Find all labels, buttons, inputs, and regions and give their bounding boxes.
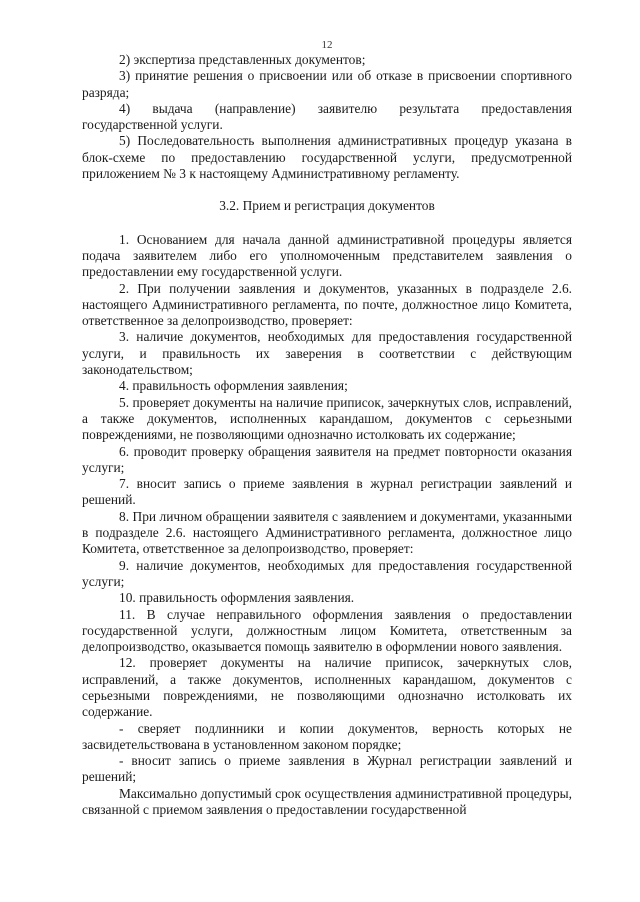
paragraph: 6. проводит проверку обращения заявителя на предмет повторности оказания услуги; [82, 443, 572, 475]
intro-item: 3) принятие решения о присвоении или об отказе в присвоении спортивного разряда; [82, 68, 572, 100]
paragraph: 12. проверяет документы на наличие приписок, зачеркнутых слов, исправлений, а также документов, исполненных карандашом, документов с серьезными повреждениями, не позволяющими однозначно истолковать их содержание. [82, 655, 572, 720]
paragraph: - вносит запись о приеме заявления в Журнал регистрации заявлений и решений; [82, 753, 572, 785]
paragraph: - сверяет подлинники и копии документов, верность которых не засвидетельствована в установленном законом порядке; [82, 720, 572, 752]
paragraph: 11. В случае неправильного оформления заявления о предоставлении государственной услуги, должностным лицом Комитета, ответственным за делопроизводство, оказывается помощь заявителю в оформлении нового заявления. [82, 606, 572, 655]
paragraph: Максимально допустимый срок осуществления административной процедуры, связанной с приемом заявления о предоставлении государственной [82, 785, 572, 818]
intro-item: 5) Последовательность выполнения административных процедур указана в блок-схеме по предоставлению государственной услуги, предусмотренной приложением № 3 к настоящему Административному регламенту. [82, 133, 572, 182]
paragraph: 1. Основанием для начала данной административной процедуры является подача заявителем либо его уполномоченным представителем заявления о предоставлении ему государственной услуги. [82, 231, 572, 280]
paragraph: 3. наличие документов, необходимых для предоставления государственной услуги, и правильность их заверения в соответствии с действующим законодательством; [82, 329, 572, 378]
page-number: 12 [321, 39, 333, 51]
paragraph: 10. правильность оформления заявления. [119, 590, 355, 606]
section-heading: 3.2. Прием и регистрация документов [219, 198, 435, 214]
paragraph: 7. вносит запись о приеме заявления в журнал регистрации заявлений и решений. [82, 476, 572, 508]
paragraph: 2. При получении заявления и документов, указанных в подразделе 2.6. настоящего Административного регламента, по почте, должностное лицо Комитета, ответственное за делопроизводство, проверяет: [82, 280, 572, 329]
paragraph: 5. проверяет документы на наличие приписок, зачеркнутых слов, исправлений, а также документов, исполненных карандашом, документов с серьезными повреждениями, не позволяющими однозначно истолковать их содержание; [82, 394, 572, 443]
paragraph: 8. При личном обращении заявителя с заявлением и документами, указанными в подразделе 2.6. настоящего Административного регламента, должностное лицо Комитета, ответственное за делопроизводство, проверяет: [82, 508, 572, 557]
document-body [82, 52, 572, 818]
paragraph: 4. правильность оформления заявления; [119, 378, 348, 394]
paragraph: 9. наличие документов, необходимых для предоставления государственной услуги; [82, 557, 572, 589]
intro-item: 4) выдача (направление) заявителю результата предоставления государственной услуги. [82, 100, 572, 133]
intro-item: 2) экспертиза представленных документов; [119, 52, 366, 67]
